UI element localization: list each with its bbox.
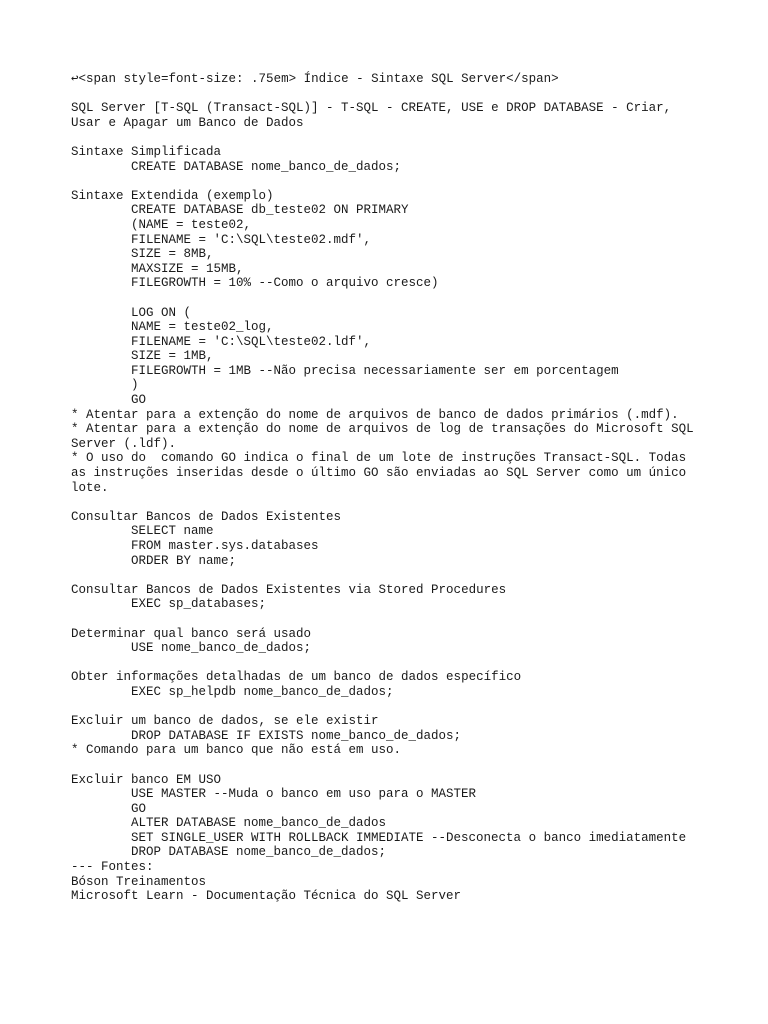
- index-link[interactable]: [71, 72, 731, 87]
- code-line: SET SINGLE_USER WITH ROLLBACK IMMEDIATE --Desconecta o banco imediatamente: [131, 830, 687, 845]
- query-databases-label: Consultar Bancos de Dados Existentes: [71, 509, 342, 524]
- stored-procedures-label: Consultar Bancos de Dados Existentes via Stored Procedures: [71, 582, 507, 597]
- drop-database-label: Excluir um banco de dados, se ele existir: [71, 714, 379, 729]
- code-line: FILEGROWTH = 10% --Como o arquivo cresce): [131, 276, 439, 291]
- source-item: Microsoft Learn - Documentação Técnica do SQL Server: [71, 889, 462, 904]
- code-line: EXEC sp_databases;: [131, 597, 267, 612]
- note-line: * Atentar para a extenção do nome de arquivos de log de transações do Microsoft SQL: [71, 422, 694, 437]
- code-line: FROM master.sys.databases: [131, 539, 319, 553]
- code-line: FILENAME = 'C:\SQL\teste02.ldf',: [131, 334, 372, 349]
- note-line: * Atentar para a extenção do nome de arquivos de banco de dados primários (.mdf).: [71, 407, 679, 422]
- note-line: * Comando para um banco que não está em uso.: [71, 743, 402, 758]
- code-line: MAXSIZE = 15MB,: [131, 261, 244, 276]
- code-line: FILENAME = 'C:\SQL\teste02.mdf',: [131, 232, 372, 247]
- simple-syntax-code: CREATE DATABASE nome_banco_de_dados;: [131, 159, 402, 174]
- note-line: * O uso do comando GO indica o final de um lote de instruções Transact-SQL. Todas: [71, 451, 687, 466]
- code-line: DROP DATABASE IF EXISTS nome_banco_de_dados;: [131, 728, 462, 743]
- database-info-label: Obter informações detalhadas de um banco de dados específico: [71, 670, 522, 685]
- document-title-line-2: Usar e Apagar um Banco de Dados: [71, 115, 304, 130]
- note-line: lote.: [71, 480, 109, 495]
- code-line: DROP DATABASE nome_banco_de_dados;: [131, 845, 387, 860]
- code-line: CREATE DATABASE db_teste02 ON PRIMARY: [131, 203, 409, 218]
- code-line: USE nome_banco_de_dados;: [131, 641, 312, 656]
- drop-in-use-label: Excluir banco EM USO: [71, 772, 222, 787]
- code-line: ALTER DATABASE nome_banco_de_dados: [131, 816, 387, 831]
- code-line: GO: [131, 801, 147, 816]
- code-line: SIZE = 8MB,: [131, 247, 214, 262]
- code-line: EXEC sp_helpdb nome_banco_de_dados;: [131, 684, 394, 699]
- code-line: GO: [131, 393, 147, 408]
- code-line: ): [131, 378, 139, 393]
- code-line: LOG ON (: [131, 305, 192, 320]
- source-item: Bóson Treinamentos: [71, 874, 207, 889]
- extended-syntax-label: Sintaxe Extendida (exemplo): [71, 188, 274, 203]
- note-line: as instruções inseridas desde o último GO são enviadas ao SQL Server como um único: [71, 466, 687, 481]
- code-line: SIZE = 1MB,: [131, 349, 214, 364]
- index-link-text[interactable]: <span style=font-size: .75em> Índice - Sintaxe SQL Server</span>: [78, 72, 559, 86]
- document-page: [71, 72, 731, 904]
- code-line: FILEGROWTH = 1MB --Não precisa necessariamente ser em porcentagem: [131, 363, 619, 378]
- sources-label: --- Fontes:: [71, 860, 154, 875]
- code-line: (NAME = teste02,: [131, 217, 252, 232]
- code-line: SELECT name: [131, 524, 214, 539]
- document-title-line-1: SQL Server [T-SQL (Transact-SQL)] - T-SQL - CREATE, USE e DROP DATABASE - Criar,: [71, 101, 672, 116]
- code-line: NAME = teste02_log,: [131, 320, 274, 335]
- use-database-label: Determinar qual banco será usado: [71, 626, 312, 641]
- note-line: Server (.ldf).: [71, 436, 177, 451]
- simple-syntax-label: Sintaxe Simplificada: [71, 144, 222, 159]
- return-arrow-icon[interactable]: ↩: [71, 72, 79, 86]
- code-line: ORDER BY name;: [131, 553, 237, 568]
- code-line: USE MASTER --Muda o banco em uso para o MASTER: [131, 787, 477, 802]
